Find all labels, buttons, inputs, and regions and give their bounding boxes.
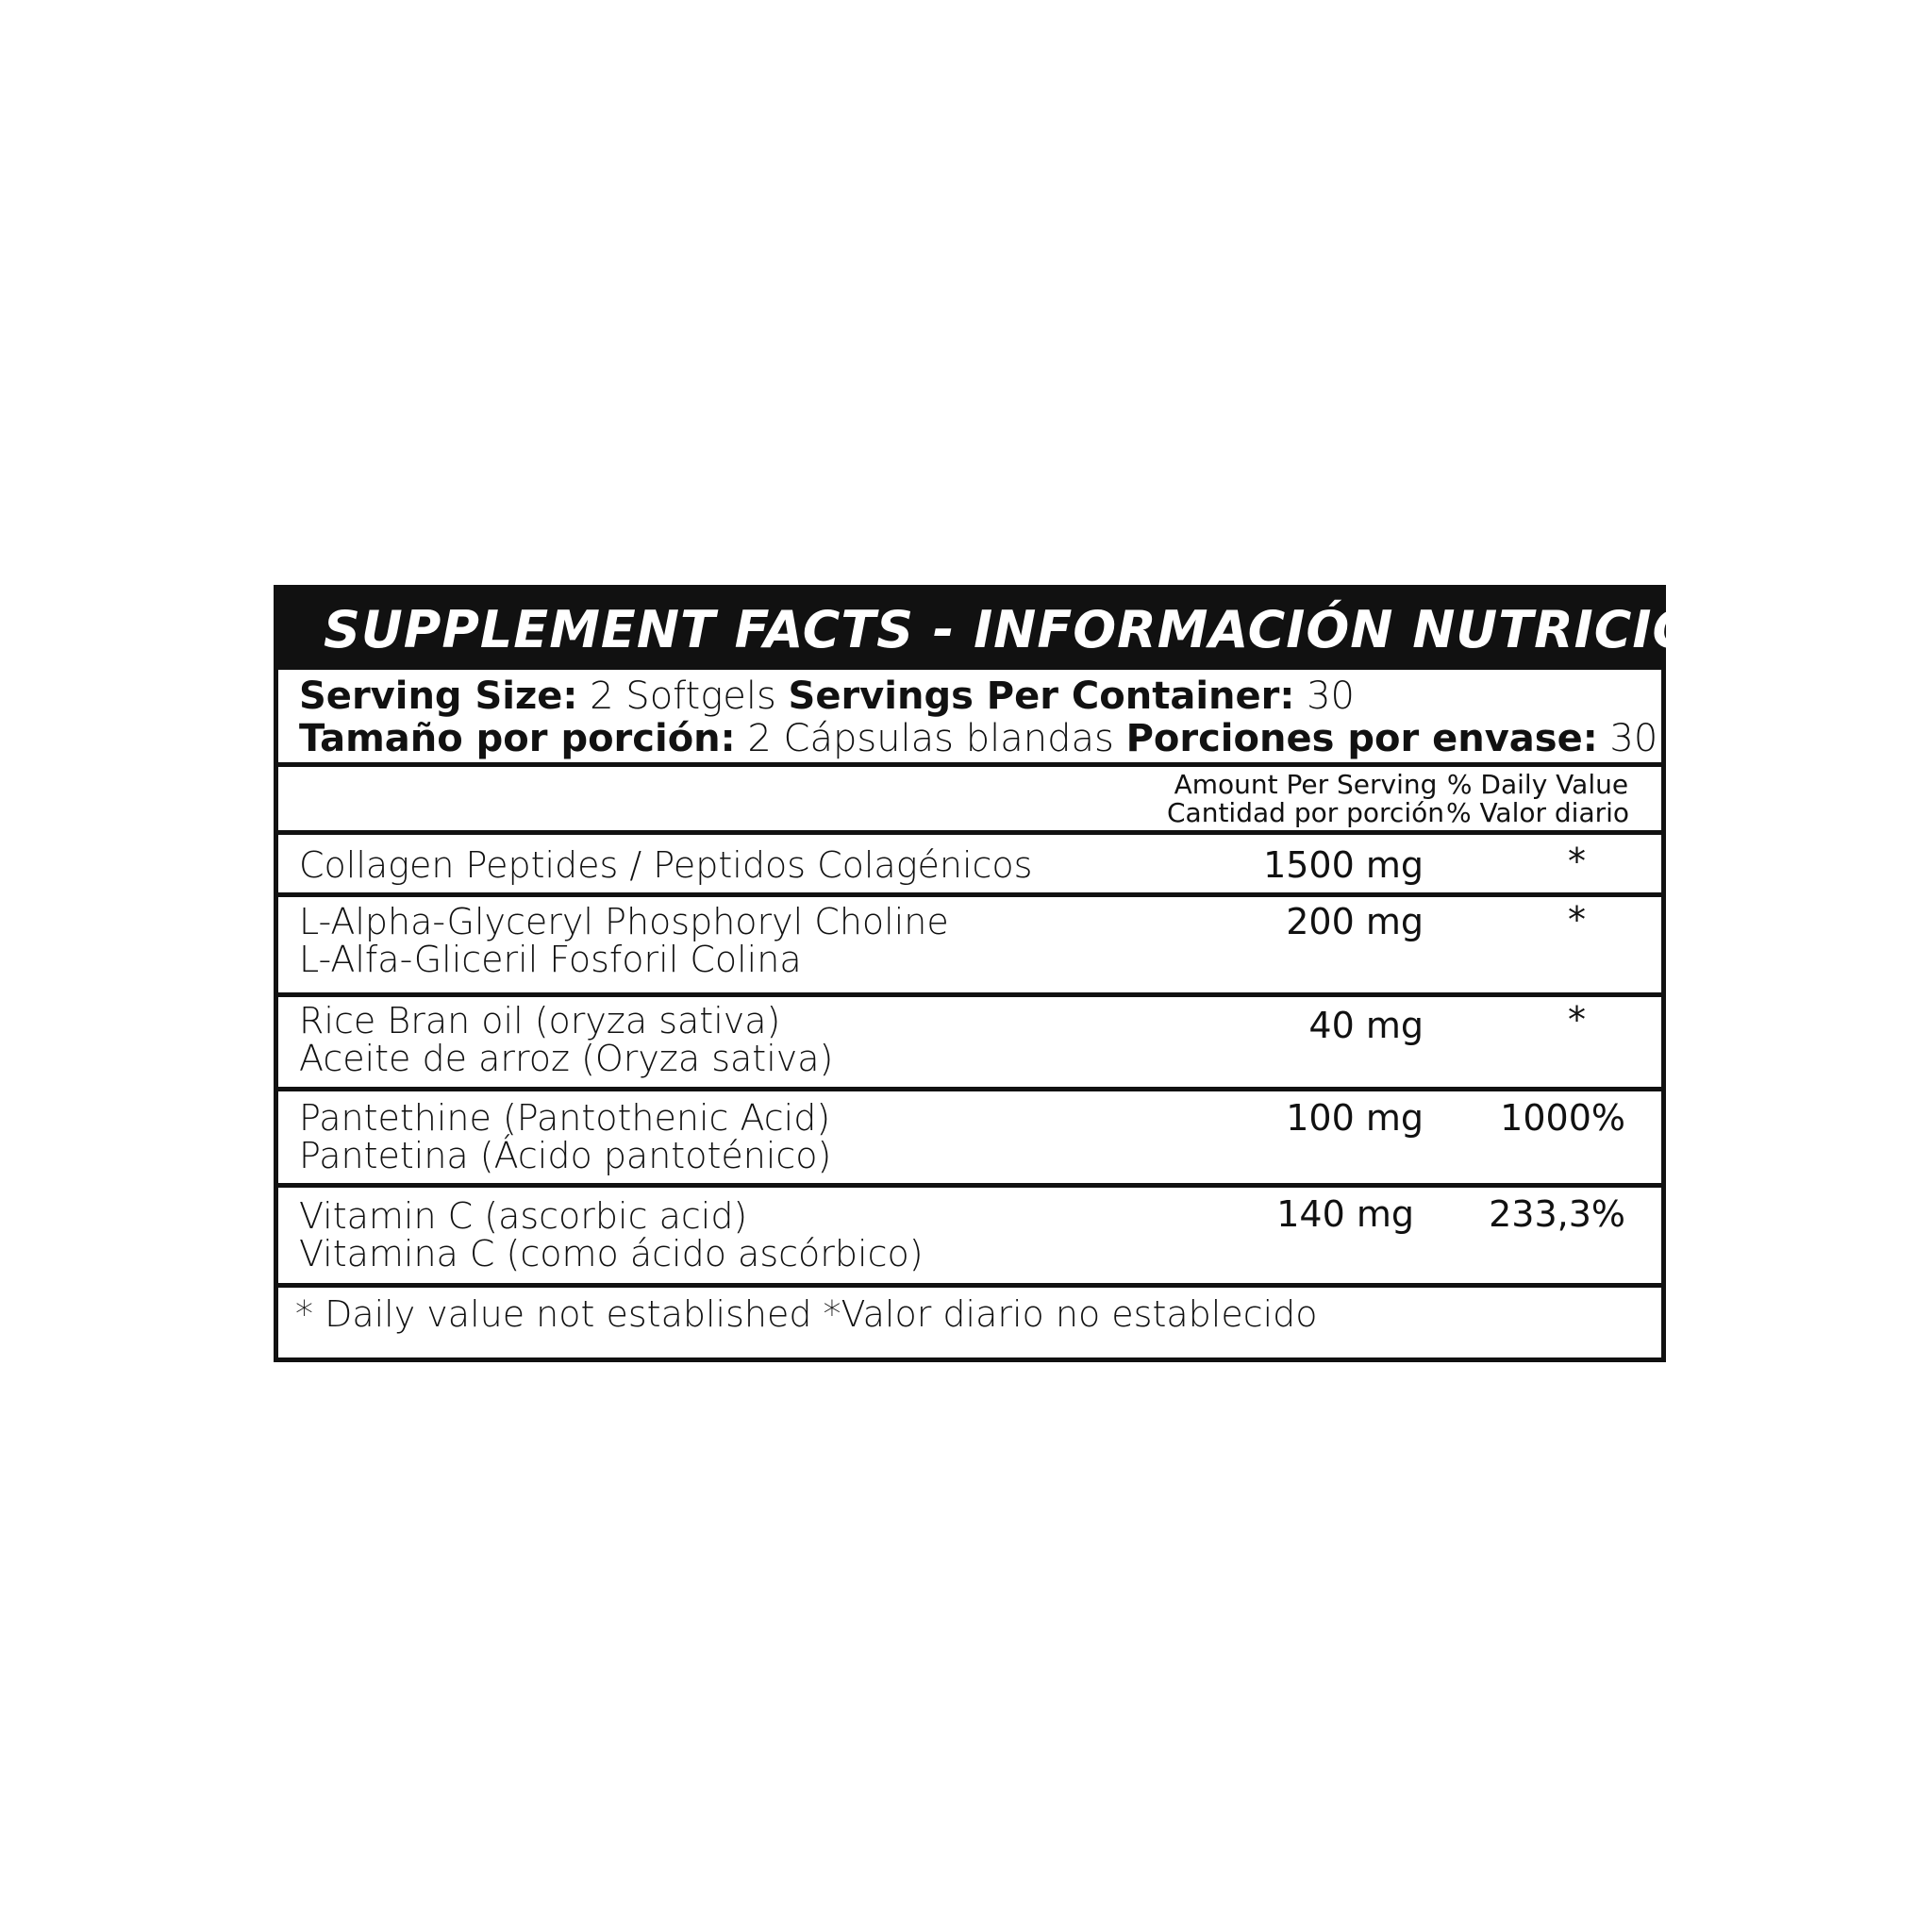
nutrient-row [278, 835, 1661, 897]
servings-per-container-value: 30 [1294, 675, 1355, 718]
nutrient-row [278, 897, 1661, 997]
supplement-facts-panel [274, 585, 1814, 1362]
porciones-envase-value: 30 [1597, 717, 1658, 760]
nutrient-name [299, 1002, 833, 1077]
tamano-porcion-label: Tamaño por porción: [299, 717, 736, 760]
amount-column-header [1164, 771, 1447, 827]
nutrient-daily-value: * [1568, 999, 1586, 1041]
nutrient-amount: 100 mg [1286, 1097, 1424, 1139]
nutrient-name-line: L-Alfa-Gliceril Fosforil Colina [299, 939, 802, 980]
serving-line-en [299, 675, 1661, 718]
serving-size-label: Serving Size: [299, 675, 578, 718]
nutrient-name [299, 1099, 831, 1174]
amount-header-en: Amount Per Serving [1174, 769, 1438, 800]
nutrient-amount: 140 mg [1276, 1193, 1414, 1235]
nutrient-row [278, 1188, 1661, 1288]
porciones-envase-label: Porciones por envase: [1125, 717, 1598, 760]
column-headers [278, 767, 1661, 835]
serving-line-es [299, 718, 1661, 760]
nutrient-name [299, 846, 1032, 884]
servings-per-container-label: Servings Per Container: [788, 675, 1295, 718]
nutrient-name-line: Collagen Peptides / Peptidos Colagénicos [299, 844, 1033, 886]
nutrient-name [299, 903, 949, 978]
nutrient-row [278, 997, 1661, 1091]
panel-title: SUPPLEMENT FACTS - INFORMACIÓN NUTRICIONAL [278, 590, 1661, 670]
nutrient-name-line: Aceite de arroz (Oryza sativa) [299, 1038, 834, 1079]
nutrient-daily-value: * [1568, 899, 1586, 941]
nutrient-amount: 1500 mg [1263, 844, 1424, 886]
nutrient-daily-value: * [1568, 841, 1586, 882]
tamano-porcion-value: 2 Cápsulas blandas [735, 717, 1126, 760]
nutrient-amount: 200 mg [1286, 901, 1424, 942]
nutrient-daily-value: 233,3% [1489, 1193, 1625, 1235]
nutrient-daily-value: 1000% [1500, 1097, 1625, 1139]
nutrient-name-line: Pantetina (Ácido pantoténico) [299, 1135, 832, 1176]
serving-size-value: 2 Softgels [577, 675, 789, 718]
daily-value-column-header [1443, 771, 1632, 827]
nutrient-row [278, 1091, 1661, 1188]
dv-header-en: % Daily Value [1446, 769, 1629, 800]
nutrient-name-line: Pantethine (Pantothenic Acid) [299, 1097, 831, 1139]
footnote: * Daily value not established *Valor diario no establecido [295, 1293, 1318, 1335]
amount-header-es: Cantidad por porción [1167, 797, 1444, 828]
nutrient-name-line: Vitamina C (como ácido ascórbico) [299, 1233, 924, 1274]
nutrient-amount: 40 mg [1308, 1005, 1424, 1046]
dv-header-es: % Valor diario [1445, 797, 1630, 828]
nutrient-name [299, 1197, 924, 1273]
serving-info [278, 670, 1661, 767]
nutrient-name-line: Vitamin C (ascorbic acid) [299, 1195, 748, 1237]
nutrient-name-line: Rice Bran oil (oryza sativa) [299, 1000, 781, 1041]
nutrient-name-line: L-Alpha-Glyceryl Phosphoryl Choline [299, 901, 949, 942]
